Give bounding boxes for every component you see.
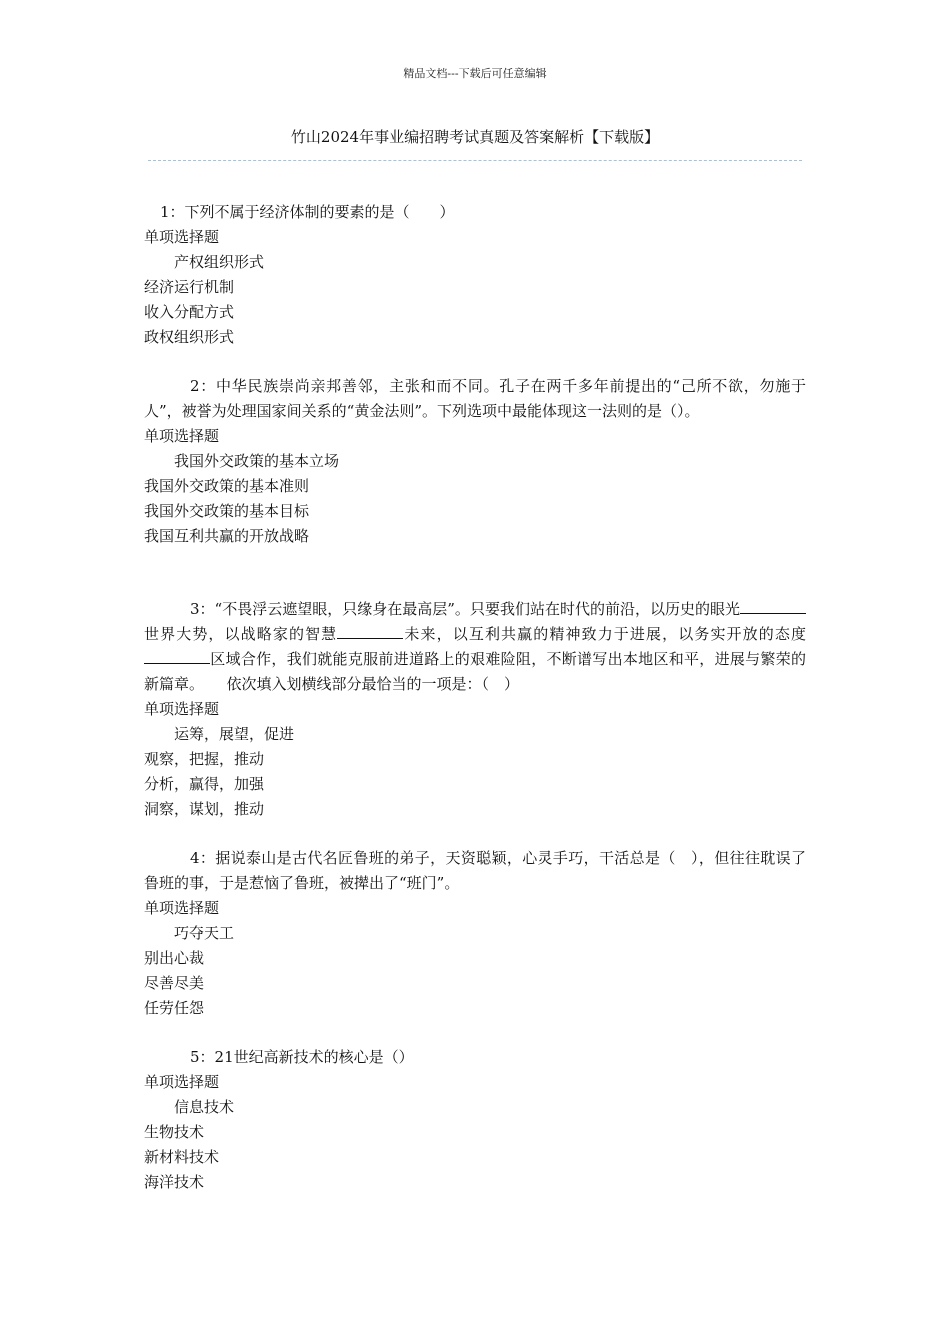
option-a: 信息技术 (174, 1098, 235, 1116)
stem-part-1: 3：“不畏浮云遮望眼，只缘身在最高层”。只要我们站在时代的前沿，以历史的眼光 (190, 600, 740, 618)
fill-blank-2 (337, 623, 403, 639)
option-d: 任劳任怨 (144, 999, 205, 1017)
question-stem (144, 597, 806, 697)
question-type: 单项选择题 (144, 700, 220, 718)
question-2 (144, 374, 806, 549)
option-d: 洞察，谋划，推动 (144, 800, 265, 818)
option-c: 收入分配方式 (144, 303, 235, 321)
option-b: 生物技术 (144, 1123, 205, 1141)
fill-blank-1 (740, 598, 806, 614)
option-a: 产权组织形式 (174, 253, 265, 271)
document-title: 竹山2024年事业编招聘考试真题及答案解析【下载版】 (290, 128, 660, 146)
option-b: 别出心裁 (144, 949, 205, 967)
option-b: 经济运行机制 (144, 278, 235, 296)
option-a: 巧夺天工 (174, 924, 235, 942)
stem-part-2: 世界大势，以战略家的智慧 (144, 625, 338, 643)
option-b: 观察，把握，推动 (144, 750, 265, 768)
page-header: 精品文档---下载后可任意编辑 (403, 67, 547, 80)
stem-part-3: 未来，以互利共赢的精神致力于进展，以务实开放的态度 (403, 625, 806, 643)
question-stem: 4：据说泰山是古代名匠鲁班的弟子，天资聪颖，心灵手巧，干活总是（ ），但往往耽误了鲁班的事，于是惹恼了鲁班，被撵出了“班门”。 (144, 849, 806, 892)
question-stem: 5：21世纪高新技术的核心是（） (190, 1048, 414, 1066)
question-4 (144, 846, 806, 1021)
question-type: 单项选择题 (144, 427, 220, 445)
question-type: 单项选择题 (144, 228, 220, 246)
option-c: 分析，赢得，加强 (144, 775, 265, 793)
question-type: 单项选择题 (144, 1073, 220, 1091)
question-stem: 1：下列不属于经济体制的要素的是（ ） (160, 203, 455, 221)
fill-blank-3 (144, 648, 210, 664)
option-a: 我国外交政策的基本立场 (174, 452, 340, 470)
question-1 (144, 200, 806, 350)
question-3 (144, 597, 806, 822)
option-a: 运筹，展望，促进 (174, 725, 295, 743)
title-divider (148, 160, 802, 161)
option-c: 新材料技术 (144, 1148, 220, 1166)
option-b: 我国外交政策的基本准则 (144, 477, 310, 495)
option-d: 海洋技术 (144, 1173, 205, 1191)
option-d: 我国互利共赢的开放战略 (144, 527, 310, 545)
question-stem: 2：中华民族崇尚亲邦善邻，主张和而不同。孔子在两千多年前提出的“己所不欲，勿施于人”，被誉为处理国家间关系的“黄金法则”。下列选项中最能体现这一法则的是（）。 (144, 377, 806, 420)
question-type: 单项选择题 (144, 899, 220, 917)
stem-part-4: 区域合作，我们就能克服前进道路上的艰难险阻，不断谱写出本地区和平，进展与繁荣的新篇章。 依次填入划横线部分最恰当的一项是：（ ） (144, 650, 806, 693)
option-c: 尽善尽美 (144, 974, 205, 992)
option-c: 我国外交政策的基本目标 (144, 502, 310, 520)
option-d: 政权组织形式 (144, 328, 235, 346)
question-5 (144, 1045, 806, 1195)
